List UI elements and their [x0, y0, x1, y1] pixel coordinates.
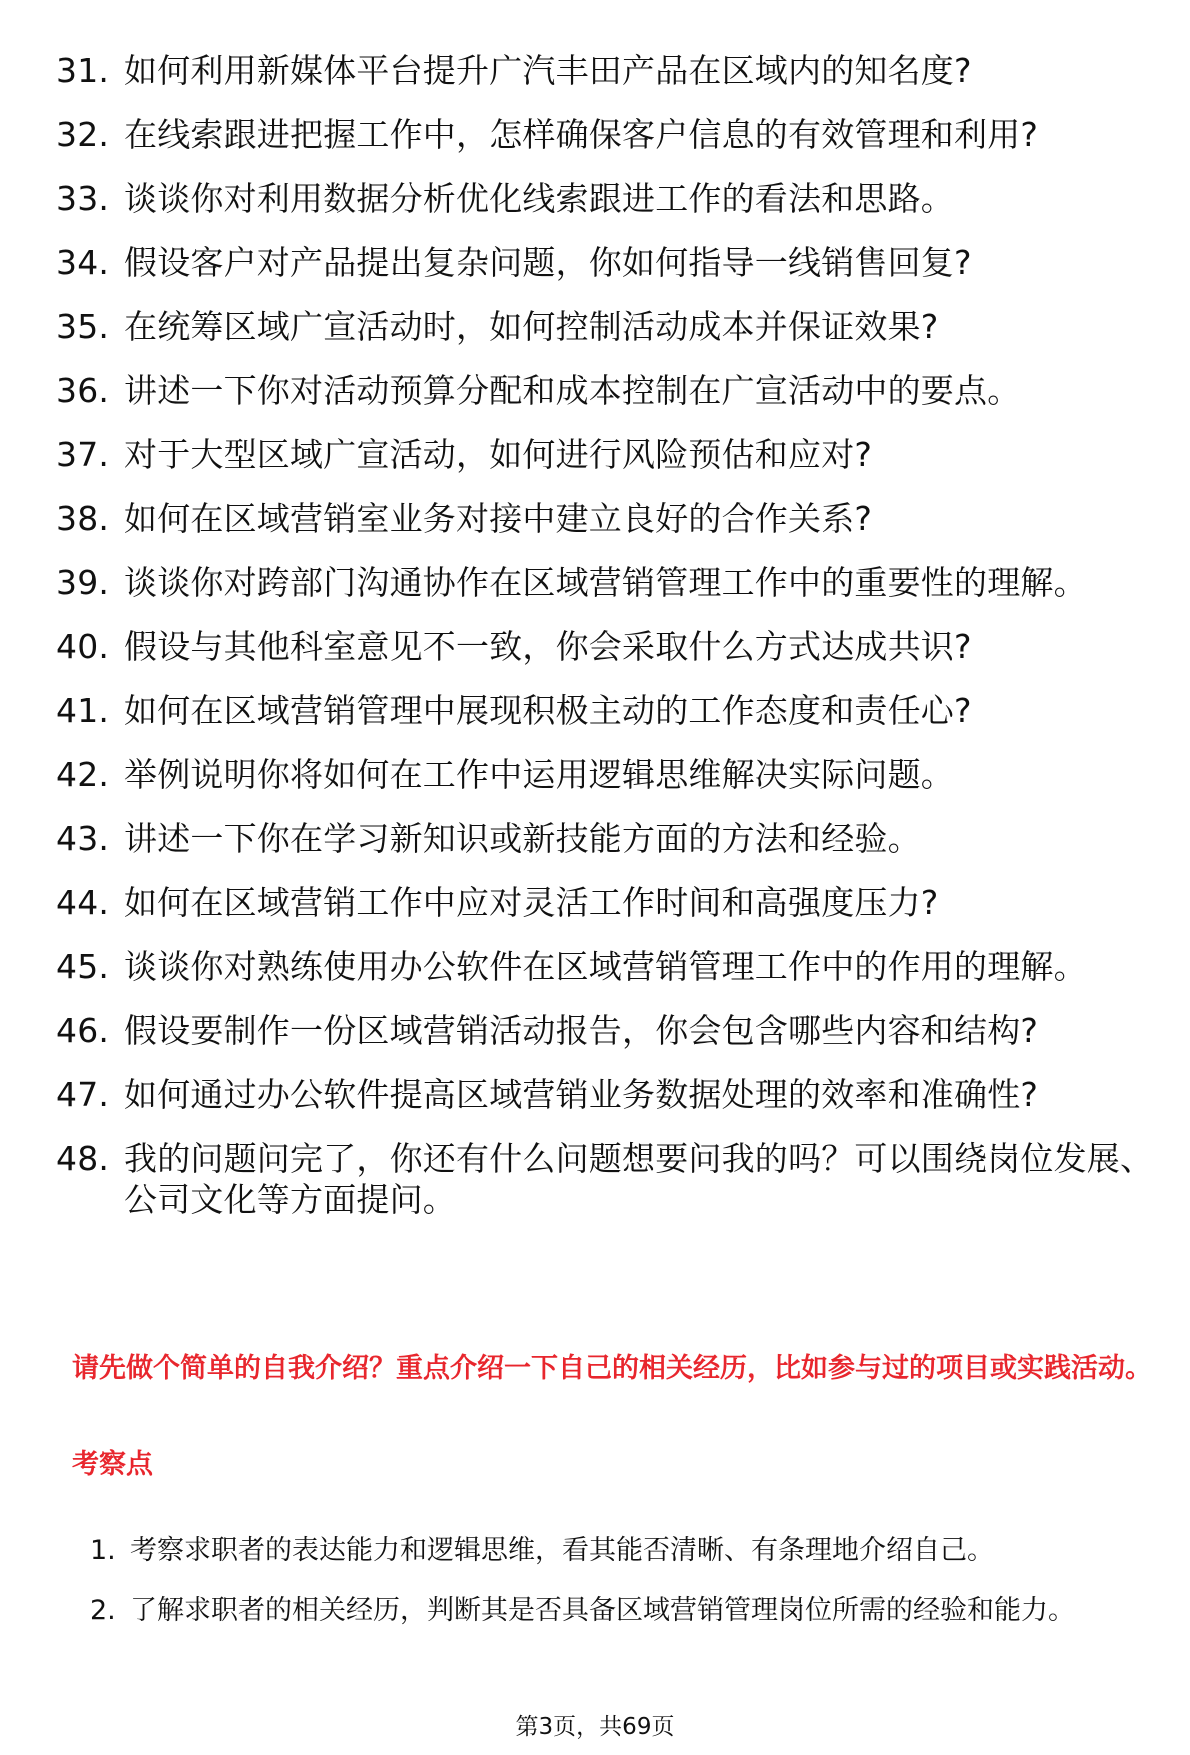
question-text: 如何在区域营销管理中展现积极主动的工作态度和责任心?	[124, 691, 972, 730]
assessment-points-list	[90, 1521, 1150, 1641]
question-item	[56, 562, 1156, 603]
question-text: 谈谈你对跨部门沟通协作在区域营销管理工作中的重要性的理解。	[124, 563, 1087, 602]
question-number: 39.	[56, 563, 110, 602]
question-text: 谈谈你对利用数据分析优化线索跟进工作的看法和思路。	[124, 179, 954, 218]
assessment-point	[90, 1521, 1150, 1581]
point-text: 了解求职者的相关经历，判断其是否具备区域营销管理岗位所需的经验和能力。	[130, 1595, 1075, 1626]
question-item	[56, 1074, 1156, 1115]
question-text: 讲述一下你对活动预算分配和成本控制在广宣活动中的要点。	[124, 371, 1021, 410]
question-item	[56, 242, 1156, 283]
intro-question: 请先做个简单的自我介绍？重点介绍一下自己的相关经历，比如参与过的项目或实践活动。	[72, 1353, 1152, 1384]
question-number: 44.	[56, 883, 110, 922]
page-footer: 第3页，共69页	[515, 1714, 675, 1740]
question-number: 31.	[56, 51, 110, 90]
question-text: 在线索跟进把握工作中，怎样确保客户信息的有效管理和利用?	[124, 115, 1039, 154]
question-text: 如何在区域营销室业务对接中建立良好的合作关系?	[124, 499, 873, 538]
question-number: 41.	[56, 691, 110, 730]
question-text: 如何通过办公软件提高区域营销业务数据处理的效率和准确性?	[124, 1075, 1039, 1114]
point-number: 1.	[90, 1535, 116, 1566]
question-text: 在统筹区域广宣活动时，如何控制活动成本并保证效果?	[124, 307, 939, 346]
question-text: 假设要制作一份区域营销活动报告，你会包含哪些内容和结构?	[124, 1011, 1039, 1050]
question-item	[56, 1010, 1156, 1051]
question-item	[56, 690, 1156, 731]
question-item	[56, 370, 1156, 411]
section-heading: 考察点	[72, 1449, 153, 1480]
question-number: 48.	[56, 1139, 110, 1178]
question-item	[56, 818, 1156, 859]
question-text: 假设与其他科室意见不一致，你会采取什么方式达成共识?	[124, 627, 972, 666]
question-item	[56, 178, 1156, 219]
question-number: 32.	[56, 115, 110, 154]
question-number: 33.	[56, 179, 110, 218]
question-number: 36.	[56, 371, 110, 410]
question-item	[56, 114, 1156, 155]
question-number: 46.	[56, 1011, 110, 1050]
question-text: 如何利用新媒体平台提升广汽丰田产品在区域内的知名度?	[124, 51, 972, 90]
question-text: 对于大型区域广宣活动，如何进行风险预估和应对?	[124, 435, 873, 474]
question-number: 37.	[56, 435, 110, 474]
question-item	[56, 50, 1156, 91]
question-item	[56, 946, 1156, 987]
question-number: 34.	[56, 243, 110, 282]
question-number: 45.	[56, 947, 110, 986]
question-number: 43.	[56, 819, 110, 858]
question-number: 40.	[56, 627, 110, 666]
question-item	[56, 626, 1156, 667]
question-number: 38.	[56, 499, 110, 538]
question-number: 47.	[56, 1075, 110, 1114]
question-item	[56, 882, 1156, 923]
question-text: 谈谈你对熟练使用办公软件在区域营销管理工作中的作用的理解。	[124, 947, 1087, 986]
question-item	[56, 1138, 1156, 1220]
question-number: 42.	[56, 755, 110, 794]
question-item	[56, 434, 1156, 475]
question-item	[56, 754, 1156, 795]
question-text: 讲述一下你在学习新知识或新技能方面的方法和经验。	[124, 819, 921, 858]
assessment-point	[90, 1581, 1150, 1641]
question-text: 我的问题问完了，你还有什么问题想要问我的吗？可以围绕岗位发展、公司文化等方面提问。	[124, 1139, 1154, 1219]
question-item	[56, 306, 1156, 347]
question-list	[56, 50, 1156, 1243]
question-text: 假设客户对产品提出复杂问题，你如何指导一线销售回复?	[124, 243, 972, 282]
question-number: 35.	[56, 307, 110, 346]
question-item	[56, 498, 1156, 539]
point-number: 2.	[90, 1595, 116, 1626]
point-text: 考察求职者的表达能力和逻辑思维，看其能否清晰、有条理地介绍自己。	[130, 1535, 994, 1566]
question-text: 举例说明你将如何在工作中运用逻辑思维解决实际问题。	[124, 755, 954, 794]
question-text: 如何在区域营销工作中应对灵活工作时间和高强度压力?	[124, 883, 939, 922]
